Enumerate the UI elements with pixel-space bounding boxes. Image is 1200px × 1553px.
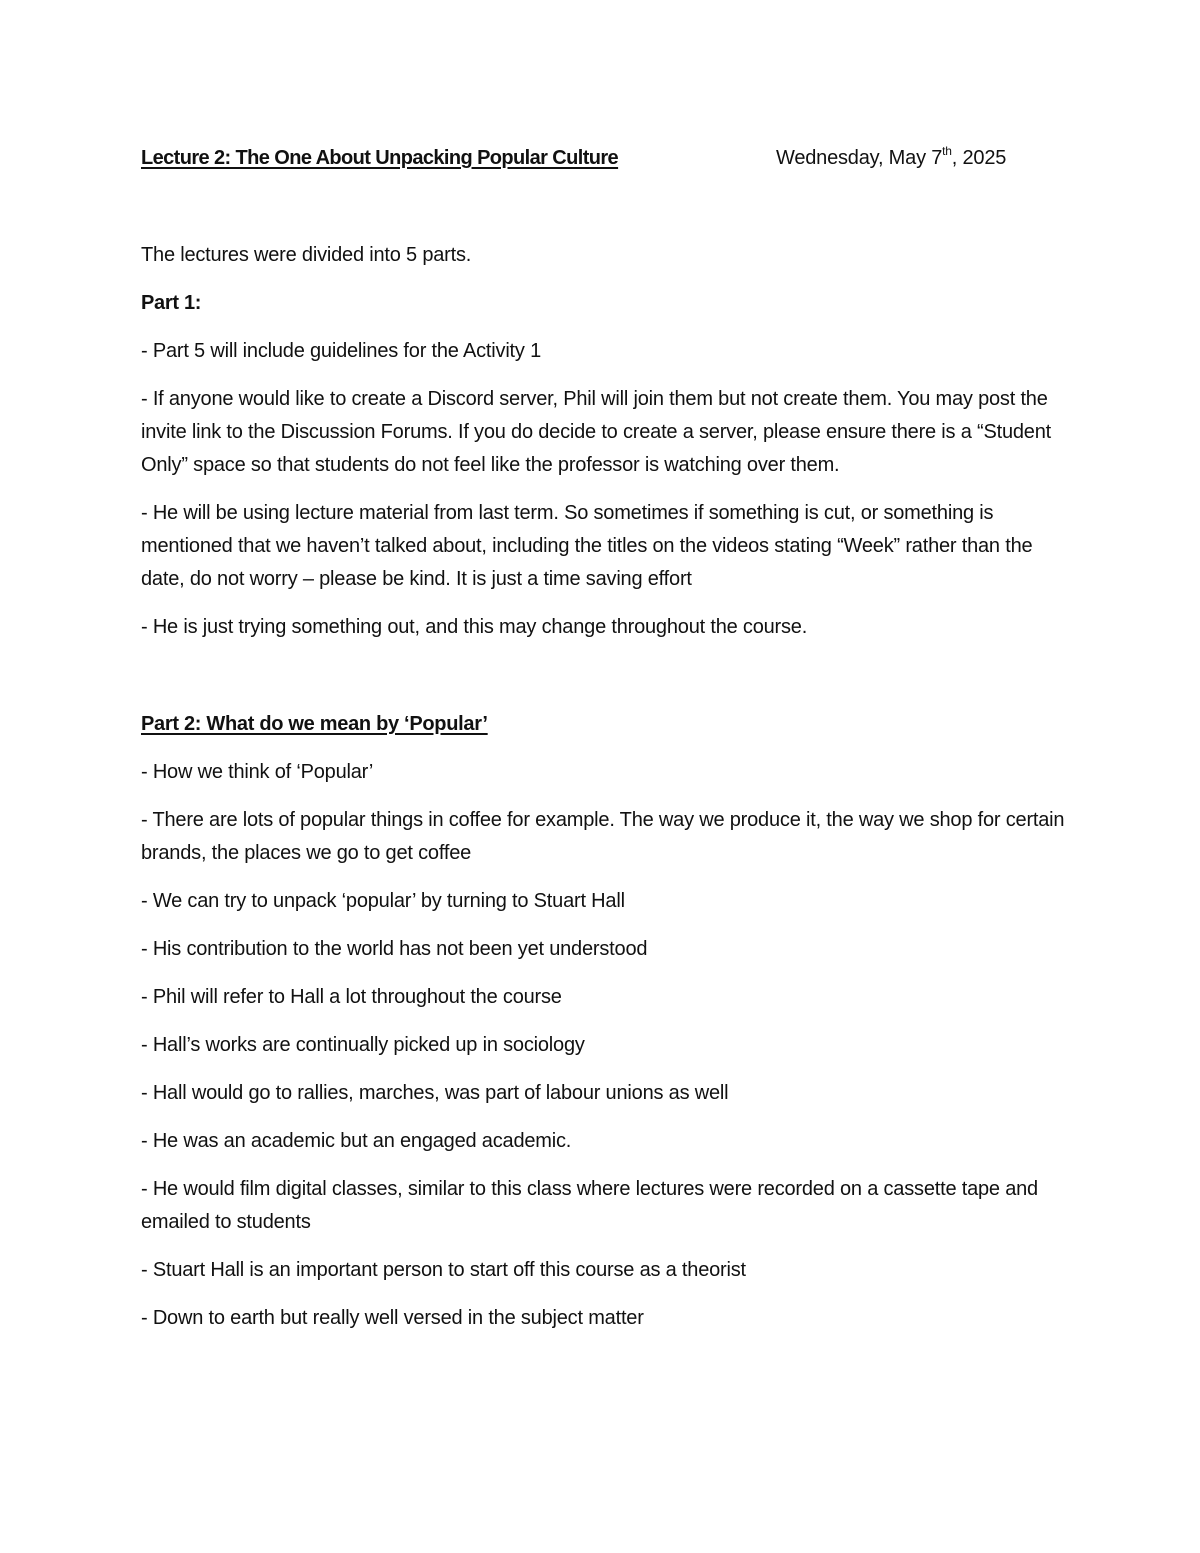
document-body — [141, 142, 1071, 1335]
lecture-date — [776, 142, 1006, 175]
date-ordinal: th — [942, 144, 952, 158]
part2-bullet: - Hall’s works are continually picked up in sociology — [141, 1034, 585, 1056]
date-suffix: , 2025 — [951, 147, 1007, 169]
part1-heading: Part 1: — [141, 292, 202, 314]
part2-bullet: - There are lots of popular things in coffee for example. The way we produce it, the way we shop for certain brands, the places we go to get coffee — [141, 809, 1065, 864]
part2-bullet: - His contribution to the world has not been yet understood — [141, 938, 648, 960]
part1-bullet: - He will be using lecture material from last term. So sometimes if something is cut, or something is mentioned that we haven’t talked about, including the titles on the videos stating “Week” rather than the date, do not worry – please be kind. It is just a time saving effort — [141, 502, 1033, 590]
part2-bullet: - He would film digital classes, similar to this class where lectures were recorded on a cassette tape and emailed to students — [141, 1178, 1038, 1233]
part2-bullet: - Stuart Hall is an important person to start off this course as a theorist — [141, 1259, 746, 1281]
date-prefix: Wednesday, May 7 — [776, 147, 943, 169]
part2-bullet: - Hall would go to rallies, marches, was part of labour unions as well — [141, 1082, 729, 1104]
part1-bullet: - He is just trying something out, and this may change throughout the course. — [141, 616, 808, 638]
part2-bullet: - He was an academic but an engaged academic. — [141, 1130, 572, 1152]
lecture-title: Lecture 2: The One About Unpacking Popular Culture — [141, 147, 619, 169]
part1-bullet: - If anyone would like to create a Discord server, Phil will join them but not create them. You may post the invite link to the Discussion Forums. If you do decide to create a server, please ensure there is a “Student Only” space so that students do not feel like the professor is watching over them. — [141, 388, 1051, 476]
part2-bullet: - Phil will refer to Hall a lot throughout the course — [141, 986, 562, 1008]
lecture-header — [141, 142, 1071, 175]
part2-bullet: - Down to earth but really well versed in the subject matter — [141, 1307, 644, 1329]
part1-bullet: - Part 5 will include guidelines for the Activity 1 — [141, 340, 541, 362]
part2-bullet: - How we think of ‘Popular’ — [141, 761, 374, 783]
intro-paragraph: The lectures were divided into 5 parts. — [141, 244, 472, 266]
part2-bullet: - We can try to unpack ‘popular’ by turning to Stuart Hall — [141, 890, 625, 912]
part2-heading: Part 2: What do we mean by ‘Popular’ — [141, 713, 488, 735]
